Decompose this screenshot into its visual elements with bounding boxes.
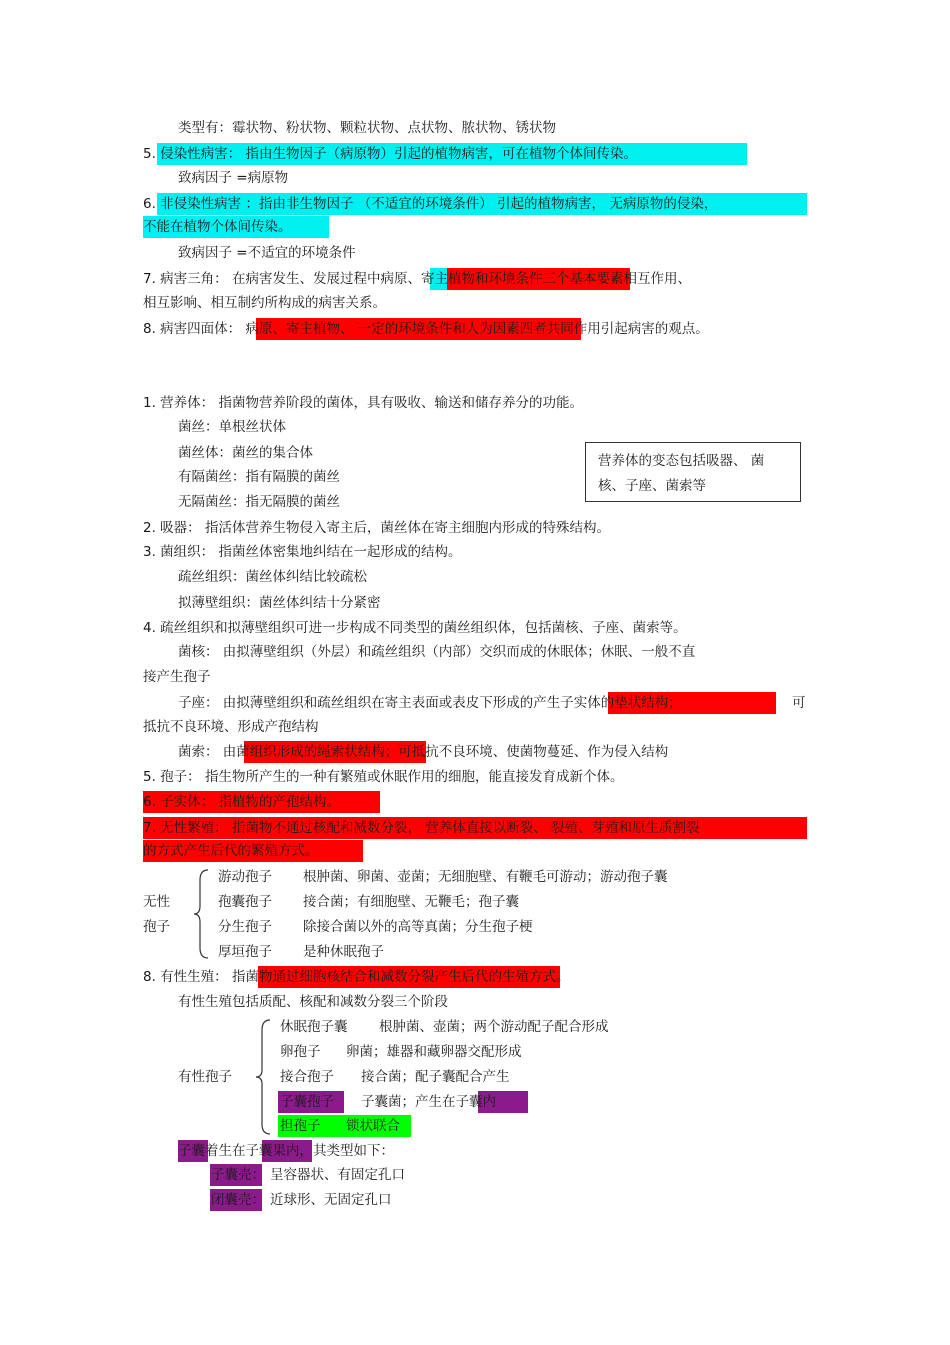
spore-type-name: 子囊孢子	[280, 1094, 334, 1110]
stroma-line-cont: 抵抗不良环境、形成产孢结构	[143, 719, 319, 735]
vegetative-body-definition: 1. 营养体： 指菌物营养阶段的菌体，具有吸收、输送和储存养分的功能。	[143, 395, 583, 411]
noninfectious-disease-definition-cont: 不能在植物个体间传染。	[143, 219, 292, 235]
spore-type-desc: 除接合菌以外的高等真菌；分生孢子梗	[303, 919, 533, 935]
haustorium-definition: 2. 吸器： 指活体营养生物侵入寄主后，菌丝体在寄主细胞内形成的特殊结构。	[143, 520, 610, 536]
curly-brace-icon	[192, 868, 212, 960]
disease-tetrahedron-definition: 8. 病害四面体： 病原、寄主植物、 一定的环境条件和人为因素四者共同作用引起病害的观点。	[143, 321, 709, 337]
hypha-line: 菌丝：单根丝状体	[178, 419, 286, 435]
sclerotium-line: 菌核： 由拟薄壁组织（外层）和疏丝组织（内部）交织而成的休眠体；休眠、一般不直	[178, 644, 696, 660]
sexual-reproduction-stages: 有性生殖包括质配、核配和减数分裂三个阶段	[178, 994, 448, 1010]
pathogenic-factor-line: 致病因子 =不适宜的环境条件	[178, 245, 356, 261]
asexual-spore-label: 无性	[143, 894, 170, 910]
rhizomorph-line: 菌索： 由菌组织形成的绳索状结构；可抵抗不良环境、使菌物蔓延、作为侵入结构	[178, 744, 669, 760]
fungal-tissue-definition: 3. 菌组织： 指菌丝体密集地纠结在一起形成的结构。	[143, 544, 462, 560]
spore-type-name: 接合孢子	[280, 1069, 334, 1085]
spore-type-desc: 接合菌；配子囊配合产生	[361, 1069, 510, 1085]
septate-hypha-line: 有隔菌丝：指有隔膜的菌丝	[178, 469, 340, 485]
spore-type-name: 休眠孢子囊	[280, 1019, 348, 1035]
spore-type-desc: 卵菌；雄器和藏卵器交配形成	[346, 1044, 522, 1060]
infectious-disease-definition: 5. 侵染性病害： 指由生物因子（病原物）引起的植物病害，可在植物个体间传染。	[143, 146, 637, 162]
spore-type-name: 游动孢子	[218, 869, 272, 885]
asexual-reproduction-definition: 7. 无性繁殖： 指菌物不通过核配和减数分裂， 营养体直接以断裂、 裂殖、芽殖和原生质割裂	[143, 820, 700, 836]
asexual-spore-label: 孢子	[143, 919, 170, 935]
noninfectious-disease-definition: 6. 非侵染性病害 ：指由非生物因子 （不适宜的环境条件） 引起的植物病害， 无病原物的侵染，	[143, 196, 718, 212]
pathogenic-factor-line: 致病因子 =病原物	[178, 170, 289, 186]
spore-type-name: 分生孢子	[218, 919, 272, 935]
aseptate-hypha-line: 无隔菌丝：指无隔膜的菌丝	[178, 494, 340, 510]
mycelium-line: 菌丝体：菌丝的集合体	[178, 445, 313, 461]
note-box-line: 营养体的变态包括吸器、 菌	[598, 453, 765, 469]
spore-type-name: 担孢子	[280, 1118, 321, 1134]
sclerotium-line-cont: 接产生孢子	[143, 669, 211, 685]
sexual-reproduction-definition: 8. 有性生殖： 指菌物通过细胞核结合和减数分裂产生后代的生殖方式。	[143, 969, 570, 985]
fungal-tissue-body-line: 4. 疏丝组织和拟薄壁组织可进一步构成不同类型的菌丝组织体，包括菌核、子座、菌索等。	[143, 620, 687, 636]
spore-type-name: 厚垣孢子	[218, 944, 272, 960]
cleistothecium-desc: 近球形、无固定孔口	[270, 1192, 392, 1208]
cleistothecium-term: 闭囊壳：	[211, 1192, 265, 1208]
asexual-reproduction-definition-cont: 的方式产生后代的繁殖方式。	[143, 843, 319, 859]
prosenchyma-line: 疏丝组织：菌丝体纠结比较疏松	[178, 569, 367, 585]
curly-brace-icon	[254, 1018, 274, 1136]
stroma-line: 子座： 由拟薄壁组织和疏丝组织在寄主表面或表皮下形成的产生子实体的垫状结构；	[178, 695, 682, 711]
ascocarp-intro: 子囊着生在子囊果内，其类型如下：	[178, 1143, 394, 1159]
pseudoparenchyma-line: 拟薄壁组织：菌丝体纠结十分紧密	[178, 595, 381, 611]
spore-type-desc: 子囊菌；产生在子囊内	[361, 1094, 496, 1110]
spore-type-desc: 根肿菌、卵菌、壶菌；无细胞壁、有鞭毛可游动；游动孢子囊	[303, 869, 668, 885]
note-box	[585, 442, 801, 502]
spore-definition: 5. 孢子： 指生物所产生的一种有繁殖或休眠作用的细胞，能直接发育成新个体。	[143, 769, 624, 785]
spore-type-desc: 根肿菌、壶菌；两个游动配子配合形成	[379, 1019, 609, 1035]
stroma-line-end: 可	[792, 695, 806, 711]
symptom-types-line: 类型有：霉状物、粉状物、颗粒状物、点状物、脓状物、锈状物	[178, 120, 556, 136]
spore-type-name: 孢囊孢子	[218, 894, 272, 910]
spore-type-name: 卵孢子	[280, 1044, 321, 1060]
spore-type-desc: 锁状联合	[346, 1118, 400, 1134]
spore-type-desc: 接合菌；有细胞壁、无鞭毛；孢子囊	[303, 894, 519, 910]
sexual-spore-label: 有性孢子	[178, 1069, 232, 1085]
note-box-line: 核、子座、菌索等	[598, 478, 706, 494]
spore-type-desc: 是种休眠孢子	[303, 944, 384, 960]
disease-triangle-definition-cont: 相互影响、相互制约所构成的病害关系。	[143, 295, 386, 311]
perithecium-term: 子囊壳：	[211, 1167, 265, 1183]
perithecium-desc: 呈容器状、有固定孔口	[270, 1167, 405, 1183]
fruiting-body-definition: 6. 子实体： 指植物的产孢结构。	[143, 794, 340, 810]
disease-triangle-definition: 7. 病害三角： 在病害发生、发展过程中病原、寄主植物和环境条件三个基本要素相互作用、	[143, 271, 691, 287]
